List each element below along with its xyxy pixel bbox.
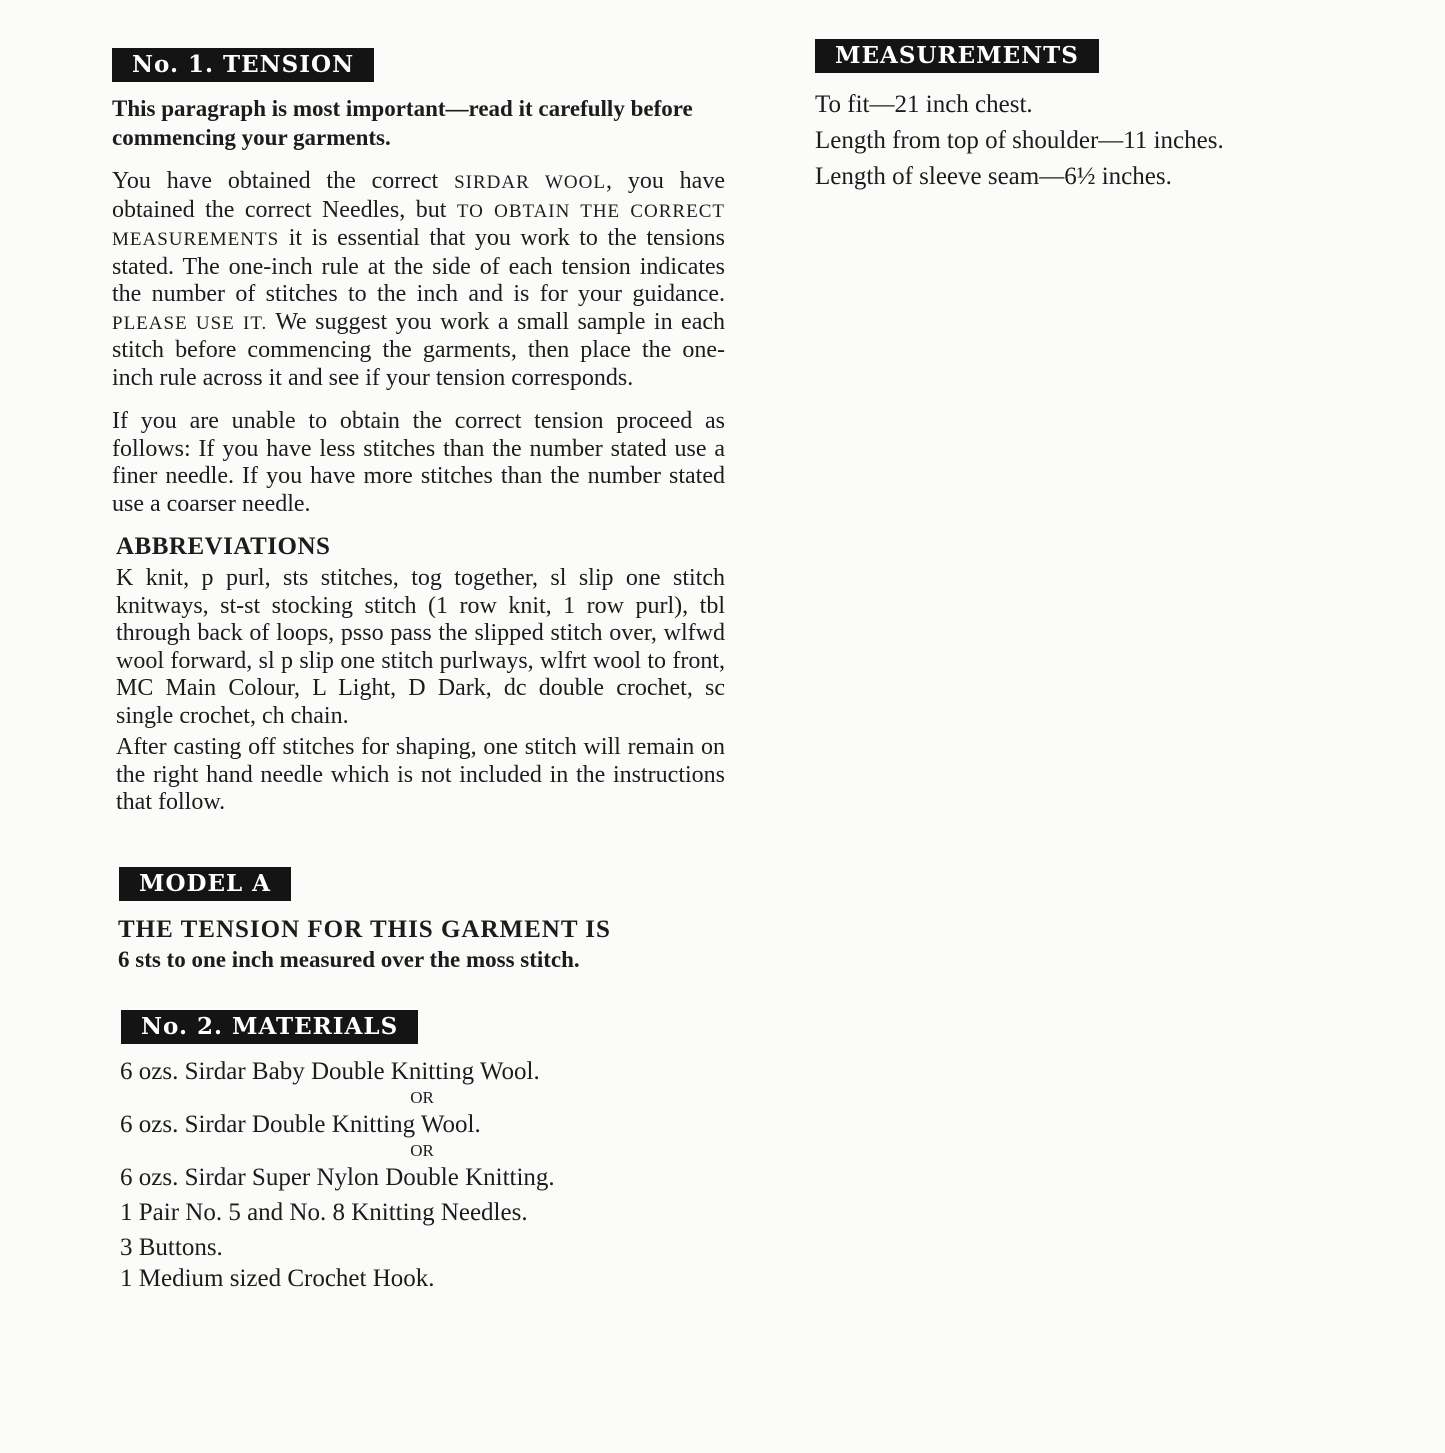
model-tension-title: THE TENSION FOR THIS GARMENT IS (118, 915, 611, 943)
materials-list (112, 1056, 725, 1294)
or-separator-1: OR (410, 1087, 434, 1107)
right-column (815, 39, 1375, 195)
measurements-list (815, 87, 1375, 195)
tension-paragraph-1: You have obtained the correct SIRDAR WOOL, you have obtained the correct Needles, but TO OBTAIN THE CORRECT MEASUREMENTS it is essential that you work to the tensions stated. The one-inch rule at the side of each tension indicates the number of stitches to the inch and is for your guidance. PLEASE USE IT. We suggest you work a small sample in each stitch before commencing the garments, then place the one-inch rule across it and see if your tension corresponds. (112, 168, 726, 391)
material-buttons: 3 Buttons. (120, 1233, 223, 1261)
tension-heading: No. 1. TENSION (112, 48, 374, 82)
or-separator-2: OR (410, 1140, 434, 1160)
sirdar-wool-caps: SIRDAR WOOL (454, 172, 606, 193)
measurements-heading: MEASUREMENTS (815, 39, 1099, 73)
material-baby-dk: 6 ozs. Sirdar Baby Double Knitting Wool. (120, 1057, 540, 1085)
tension-intro: This paragraph is most important—read it carefully before commencing your garments. (112, 96, 693, 150)
material-dk: 6 ozs. Sirdar Double Knitting Wool. (120, 1110, 481, 1138)
material-needles: 1 Pair No. 5 and No. 8 Knitting Needles. (120, 1198, 528, 1226)
measurement-length: Length from top of shoulder—11 inches. (815, 127, 1224, 154)
abbreviations-text: K knit, p purl, sts stitches, tog together, sl slip one stitch knitways, st-st stocking stitch (1 row knit, 1 row purl), tbl through back of loops, psso pass the slipped stitch over, wlfwd wool forward, sl p slip one stitch purlways, wlfrt wool to front, MC Main Colour, L Light, D Dark, dc double crochet, sc single crochet, ch chain. (116, 565, 725, 729)
obtain-measurements-caps: TO OBTAIN THE CORRECT MEASUREMENTS (112, 200, 725, 250)
material-crochet-hook: 1 Medium sized Crochet Hook. (120, 1264, 435, 1292)
material-super-nylon: 6 ozs. Sirdar Super Nylon Double Knitting. (120, 1163, 555, 1191)
measurement-sleeve: Length of sleeve seam—6½ inches. (815, 163, 1172, 190)
tension-paragraph-2: If you are unable to obtain the correct tension proceed as follows: If you have less stitches than the number stated use a finer needle. If you have more stitches than the number stated use a coarser needle. (112, 408, 725, 517)
please-use-it-caps: PLEASE USE IT. (112, 312, 268, 334)
abbreviations-heading: ABBREVIATIONS (116, 533, 331, 560)
left-column (112, 48, 725, 1294)
model-heading: MODEL A (119, 867, 291, 901)
measurement-chest: To fit—21 inch chest. (815, 91, 1033, 118)
materials-heading: No. 2. MATERIALS (121, 1010, 418, 1044)
casting-off-note: After casting off stitches for shaping, one stitch will remain on the right hand needle which is not included in the instructions that follow. (116, 734, 725, 815)
model-tension-detail: 6 sts to one inch measured over the moss stitch. (118, 946, 580, 972)
